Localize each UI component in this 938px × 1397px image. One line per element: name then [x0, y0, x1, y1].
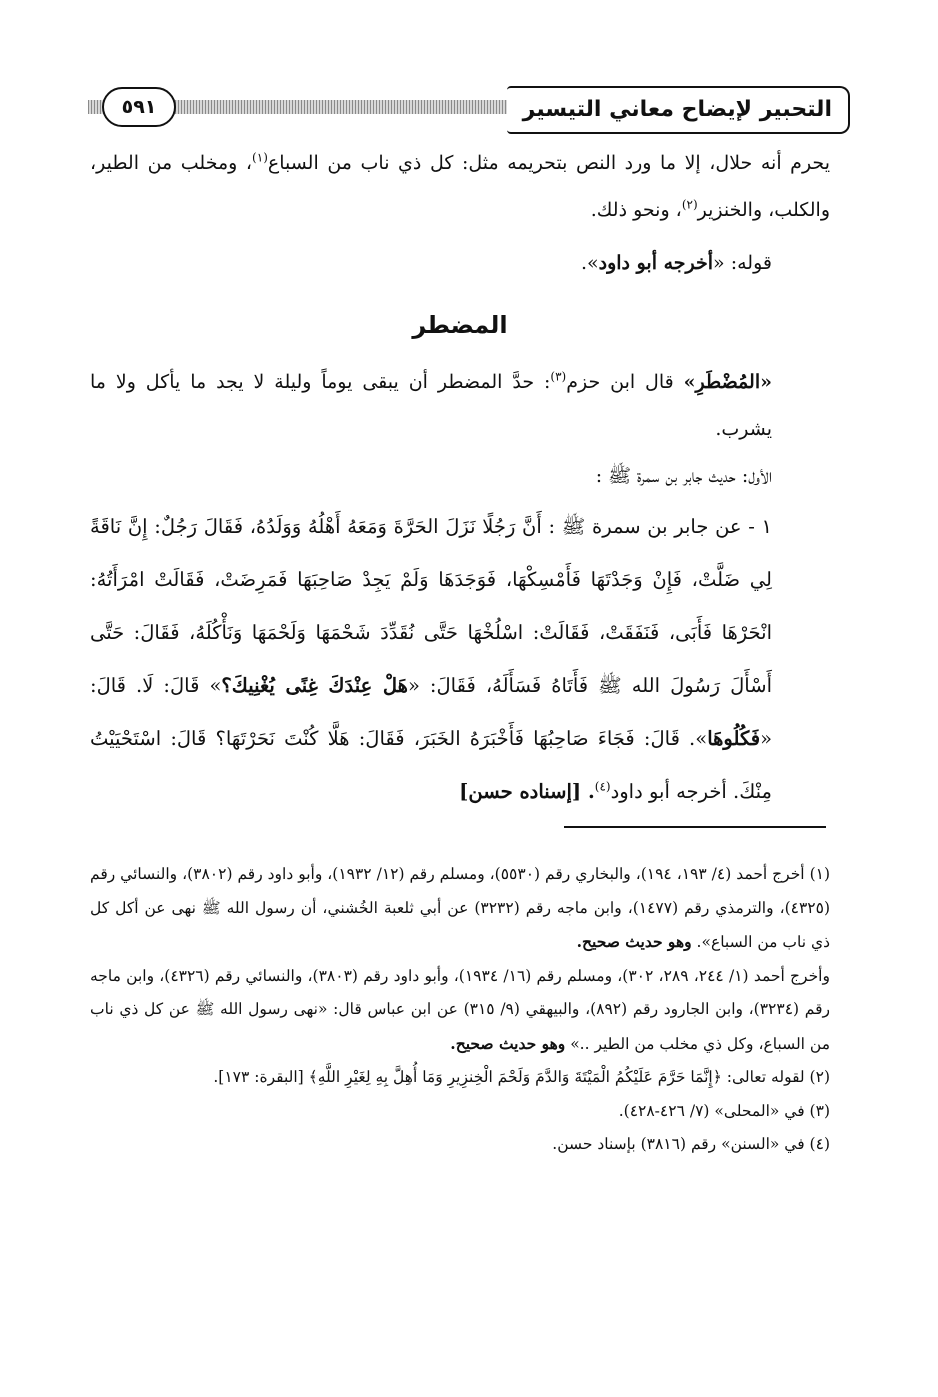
footnote-ref-2[interactable]: (٢): [681, 197, 698, 212]
footnote-separator: [564, 826, 826, 828]
first-hadith-label: الأول: حديث جابر بن سمرة ﷺ :: [595, 465, 772, 487]
footnote-1: (١) أخرج أحمد (٤/ ١٩٣، ١٩٤)، والبخاري رقم (٥٥٣٠)، ومسلم رقم (١٢/ ١٩٣٢)، وأبو داود رقم (٣٨٠٢)، والنسائي رقم (٤٣٢٥)، والترمذي رقم (١٤٧٧)، وابن ماجه رقم (٣٢٣٢) عن أبي ثلعبة الخُشني، أن رسول الله ﷺ نهى عن أكل كل ذي ناب من السباع». وهو حديث صحيح.: [90, 865, 831, 951]
mudtar-definition: «المُضْطَرِ» قال ابن حزم$^{(٣)}$: حدَّ المضطر أن يبقى يوماً وليلة لا يجد ما يأكل ولا ما يشرب.: [90, 369, 772, 440]
footnote-2: (٢) لقوله تعالى: ﴿إِنَّمَا حَرَّمَ عَلَيْكُمُ الْمَيْتَةَ وَالدَّمَ وَلَحْمَ الْخِنزِيرِ وَمَا أُهِلَّ بِهِ لِغَيْرِ اللَّهِ﴾ [البقرة: ١٧٣].: [213, 1068, 830, 1086]
section-heading: المضطر: [412, 311, 508, 339]
footnote-1-continued: وأخرج أحمد (١/ ٢٤٤، ٢٨٩، ٣٠٢)، ومسلم رقم (١٦/ ١٩٣٤)، وأبو داود رقم (٣٨٠٣)، والنسائي رقم (٤٣٢٦)، وابن ماجه رقم (٣٢٣٤)، وابن الجارود رقم (٨٩٢)، والبيهقي (٩/ ٣١٥) عن ابن عباس قال: «نهى رسول الله ﷺ عن كل ذي ناب من السباع، وكل ذي مخلب من الطير ..» وهو حديث صحيح.: [90, 966, 830, 1053]
hadith-paragraph: ١ - عن جابر بن سمرة ﷺ : أَنَّ رَجُلًا نَزَلَ الحَرَّةَ وَمَعَهُ أَهْلُهُ وَوَلَدُهُ، فَقَالَ رَجُلٌ: إِنَّ نَاقَةً لِي ضَلَّتْ، فَإِنْ وَجَدْتَهَا فَأَمْسِكْهَا، فَوَجَدَهَا وَلَمْ يَجِدْ صَاحِبَهَا فَمَرِضَتْ، فَقَالَتْ امْرَأَتُهُ: انْحَرْهَا فَأَبَى، فَنَفَقَتْ، فَقَالَتْ: اسْلُخْهَا حَتَّى نُقَدِّدَ شَحْمَهَا وَلَحْمَهَا وَنَأْكُلَهُ، فَقَالَ: حَتَّى أَسْأَلَ رَسُولَ الله ﷺ فَأَتَاهُ فَسَأَلَهُ، فَقَالَ: «هَلْ عِنْدَكَ غِنًى يُغْنِيكَ؟» قَالَ: لَا. قَالَ: «فَكُلُوهَا». قَالَ: فَجَاءَ صَاحِبُهَا فَأَخْبَرَهُ الخَبَرَ، فَقَالَ: هَلَّا كُنْتَ نَحَرْتَهَا؟ قَالَ: اسْتَحْيَيْتُ مِنْكَ. أخرجه أبو داود$^{(٤)}$. [إسناده حسن]: [90, 515, 772, 803]
footnote-ref-4[interactable]: (٤): [594, 779, 611, 794]
footnotes: [90, 858, 830, 1162]
main-text: [90, 140, 830, 818]
footnote-4: (٤) في «السنن» رقم (٣٨١٦) بإسناد حسن.: [552, 1135, 830, 1153]
book-title: التحبير لإيضاح معاني التيسير: [507, 86, 850, 134]
page-number: ٥٩١: [102, 87, 176, 127]
footnote-ref-1[interactable]: (١): [252, 150, 268, 165]
intro-paragraph: يحرم أنه حلال، إلا ما ورد النص بتحريمه مثل: كل ذي ناب من السباع$^{(١)}$، ومخلب من الطير، والكلب، والخنزير$^{(٢)}$، ونحو ذلك.: [90, 150, 830, 221]
qawluh-line: قوله: «أخرجه أبو داود».: [580, 252, 772, 274]
footnote-ref-3[interactable]: (٣): [550, 369, 567, 384]
running-header: [88, 86, 850, 132]
footnote-3: (٣) في «المحلى» (٧/ ٤٢٦-٤٢٨).: [618, 1101, 830, 1120]
